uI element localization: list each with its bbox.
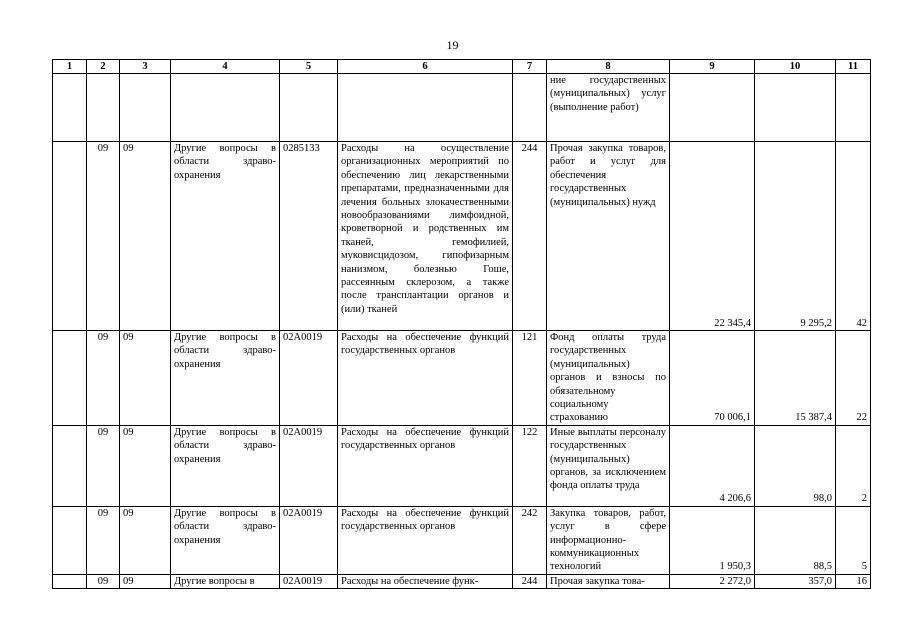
- subsection-code: 09: [120, 506, 171, 574]
- percent-col11: 16: [836, 574, 871, 588]
- column-header: 5: [280, 60, 338, 74]
- subsection-name: Другие вопросы в: [171, 574, 280, 588]
- target-article-name: Расходы на обеспечение функ-: [338, 574, 513, 588]
- amount-col9: 70 006,1: [670, 331, 755, 426]
- expense-type-name: Закупка товаров, работ, услуг в сфере информационно-коммуникационных технологий: [547, 506, 670, 574]
- expense-type-name: Иные выплаты персоналу государственных (муниципальных) органов, за исключением фонда оплаты труда: [547, 425, 670, 506]
- table-row: [53, 142, 871, 331]
- amount-col10: 357,0: [755, 574, 836, 588]
- column-header: 4: [171, 60, 280, 74]
- percent-col11: 22: [836, 331, 871, 426]
- column-header: 3: [120, 60, 171, 74]
- section-code: 09: [87, 142, 120, 331]
- header-row: [53, 60, 871, 74]
- column-header: 1: [53, 60, 87, 74]
- subsection-code: 09: [120, 425, 171, 506]
- column-header: 7: [513, 60, 547, 74]
- column-header: 9: [670, 60, 755, 74]
- subsection-code: 09: [120, 142, 171, 331]
- target-article: 02А0019: [280, 331, 338, 426]
- expense-type-cell: ние государственных (муниципальных) услуг (выполнение работ): [547, 74, 670, 142]
- target-article: 0285133: [280, 142, 338, 331]
- page-number: 19: [446, 38, 459, 52]
- table-row: [53, 331, 871, 426]
- cell-col1: [53, 142, 87, 331]
- amount-col9: 4 206,6: [670, 425, 755, 506]
- section-code: 09: [87, 331, 120, 426]
- section-code: 09: [87, 574, 120, 588]
- amount-col9: 22 345,4: [670, 142, 755, 331]
- cell-col1: [53, 506, 87, 574]
- column-header: 2: [87, 60, 120, 74]
- column-header: 10: [755, 60, 836, 74]
- cell-col1: [53, 425, 87, 506]
- budget-table: [52, 59, 871, 589]
- expense-type-code: 244: [513, 574, 547, 588]
- target-article: 02А0019: [280, 425, 338, 506]
- expense-type-name: Прочая закупка товаров, работ и услуг для обеспечения государственных (муниципальных) нужд: [547, 142, 670, 331]
- table-row: [53, 506, 871, 574]
- target-article-name: Расходы на осуществление организационных мероприятий по обеспечению лиц лекарственными препаратами, предназначенными для лечения больных злокачественными новообразованиями лимфоидной, кроветворной и родственных им тканей, гемофилией, муковисцидозом, гипофизарным нанизмом, болезнью Гоше, рассеянным склерозом, а также после трансплантации органов и (или) тканей: [338, 142, 513, 331]
- column-header: 8: [547, 60, 670, 74]
- subsection-name: Другие вопросы в области здраво-охранения: [171, 142, 280, 331]
- percent-col11: 2: [836, 425, 871, 506]
- subsection-code: 09: [120, 574, 171, 588]
- cell-col1: [53, 574, 87, 588]
- amount-col10: 9 295,2: [755, 142, 836, 331]
- expense-type-code: 121: [513, 331, 547, 426]
- column-header: 6: [338, 60, 513, 74]
- amount-col9: 2 272,0: [670, 574, 755, 588]
- cell-col1: [53, 331, 87, 426]
- amount-col9: 1 950,3: [670, 506, 755, 574]
- column-header: 11: [836, 60, 871, 74]
- subsection-name: Другие вопросы в области здраво-охранения: [171, 506, 280, 574]
- target-article-name: Расходы на обеспечение функций государственных органов: [338, 425, 513, 506]
- expense-type-name: Фонд оплаты труда государственных (муниципальных) органов и взносы по обязательному социальному страхованию: [547, 331, 670, 426]
- target-article-name: Расходы на обеспечение функций государственных органов: [338, 506, 513, 574]
- amount-col10: 98,0: [755, 425, 836, 506]
- expense-type-code: 122: [513, 425, 547, 506]
- percent-col11: 5: [836, 506, 871, 574]
- amount-col10: 15 387,4: [755, 331, 836, 426]
- subsection-name: Другие вопросы в области здраво-охранения: [171, 425, 280, 506]
- subsection-code: 09: [120, 331, 171, 426]
- percent-col11: 42: [836, 142, 871, 331]
- target-article-name: Расходы на обеспечение функций государственных органов: [338, 331, 513, 426]
- table-row-continuation: [53, 74, 871, 142]
- subsection-name: Другие вопросы в области здраво-охранения: [171, 331, 280, 426]
- section-code: 09: [87, 425, 120, 506]
- amount-col10: 88,5: [755, 506, 836, 574]
- target-article: 02А0019: [280, 506, 338, 574]
- expense-type-name: Прочая закупка това-: [547, 574, 670, 588]
- section-code: 09: [87, 506, 120, 574]
- table-row: [53, 425, 871, 506]
- expense-type-code: 242: [513, 506, 547, 574]
- table-row: [53, 574, 871, 588]
- target-article: 02А0019: [280, 574, 338, 588]
- expense-type-code: 244: [513, 142, 547, 331]
